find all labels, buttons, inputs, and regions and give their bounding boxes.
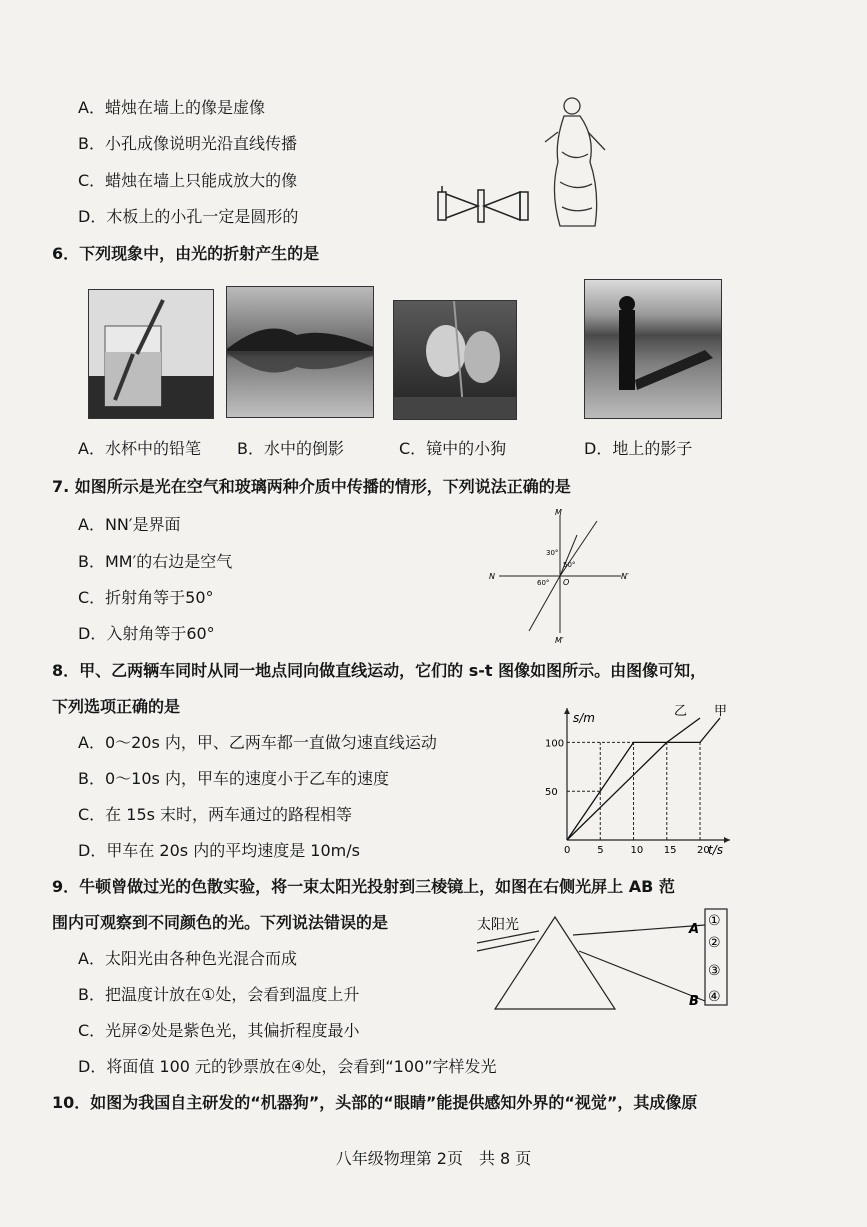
q6-caption-c: C．镜中的小狗 [399,439,507,458]
x-tick-label: 0 [564,845,571,856]
q9-stem-line1: 9．牛顿曾做过光的色散实验，将一束太阳光投射到三棱镜上，如图在右侧光屏上 AB 范 [52,877,675,896]
q8-stem-line1: 8．甲、乙两辆车同时从同一地点同向做直线运动，它们的 s-t 图像如图所示。由图像可知， [52,661,707,680]
y-axis-arrow [564,708,570,714]
q8-option-b: B．0～10s 内，甲车的速度小于乙车的速度 [78,769,389,788]
q5-option-b: B．小孔成像说明光沿直线传播 [78,134,297,153]
q7-refraction-figure [485,505,635,645]
x-tick-label: 5 [597,845,604,856]
photo-pencil-in-glass [88,289,214,419]
q10-stem: 10．如图为我国自主研发的“机器狗”，头部的“眼睛”能提供感知外界的“视觉”，其成像原 [52,1093,698,1112]
x-tick-label: 15 [663,845,677,856]
q7-stem: 7. 如图所示是光在空气和玻璃两种介质中传播的情形，下列说法正确的是 [52,477,571,496]
q6-caption-d: D．地上的影子 [584,439,693,458]
angle-30: 30° [546,549,559,557]
mark-3: ③ [708,963,721,979]
photo-shadow-on-ground [584,279,722,419]
photo-dog-in-mirror [393,300,517,420]
q5-figure [430,92,630,232]
q5-option-d: D．木板上的小孔一定是圆形的 [78,207,299,226]
x-axis-arrow [724,837,730,843]
page-footer: 八年级物理第 2页 共 8 页 [335,1149,532,1168]
mark-2: ② [708,935,721,951]
q8-stem-line2: 下列选项正确的是 [52,697,181,716]
y-axis-label: s/m [573,711,595,725]
q9-option-d: D．将面值 100 元的钞票放在④处，会看到“100”字样发光 [78,1057,497,1076]
q8-option-a: A．0～20s 内，甲、乙两车都一直做匀速直线运动 [78,733,437,752]
q8-st-chart [535,700,735,860]
series-label-yi: 乙 [674,704,688,719]
y-tick-label: 50 [545,787,558,799]
q9-stem-line2: 围内可观察到不同颜色的光。下列说法错误的是 [52,913,389,932]
photo-water-reflection [226,286,374,418]
x-tick-label: 10 [630,845,644,856]
q7-option-d: D．入射角等于60° [78,624,215,643]
series-line-jia [567,718,720,840]
x-axis-label: t/s [708,843,723,857]
q9-option-c: C．光屏②处是紫色光，其偏折程度最小 [78,1021,360,1040]
q5-option-a: A．蜡烛在墙上的像是虚像 [78,98,265,117]
label-b: B [689,994,699,1009]
angle-60: 60° [537,579,550,587]
mark-1: ① [708,913,721,929]
pinhole-setup [438,186,528,222]
label-m: M [555,508,562,517]
y-tick-label: 100 [545,738,565,750]
q6-caption-b: B．水中的倒影 [237,439,344,458]
person-illustration [545,98,605,226]
q6-caption-a: A．水杯中的铅笔 [78,439,201,458]
q7-option-a: A．NN′是界面 [78,515,181,534]
angle-50: 50° [563,561,576,569]
sunlight-label: 太阳光 [477,917,519,933]
q9-prism-figure [475,905,735,1015]
series-label-jia: 甲 [714,704,728,719]
q8-option-d: D．甲车在 20s 内的平均速度是 10m/s [78,841,360,860]
x-tick-label: 20 [697,845,710,856]
mark-4: ④ [708,989,721,1005]
q7-option-c: C．折射角等于50° [78,588,214,607]
q5-option-c: C．蜡烛在墙上只能成放大的像 [78,171,298,190]
label-n: N [489,572,495,581]
q9-option-b: B．把温度计放在①处，会看到温度上升 [78,985,360,1004]
q6-stem: 6．下列现象中，由光的折射产生的是 [52,244,320,263]
q8-option-c: C．在 15s 末时，两车通过的路程相等 [78,805,353,824]
q9-option-a: A．太阳光由各种色光混合而成 [78,949,297,968]
label-a: A [689,922,700,937]
label-o: O [563,578,570,587]
q7-option-b: B．MM′的右边是空气 [78,552,233,571]
label-n-prime: N′ [621,572,629,581]
label-m-prime: M′ [555,636,564,645]
